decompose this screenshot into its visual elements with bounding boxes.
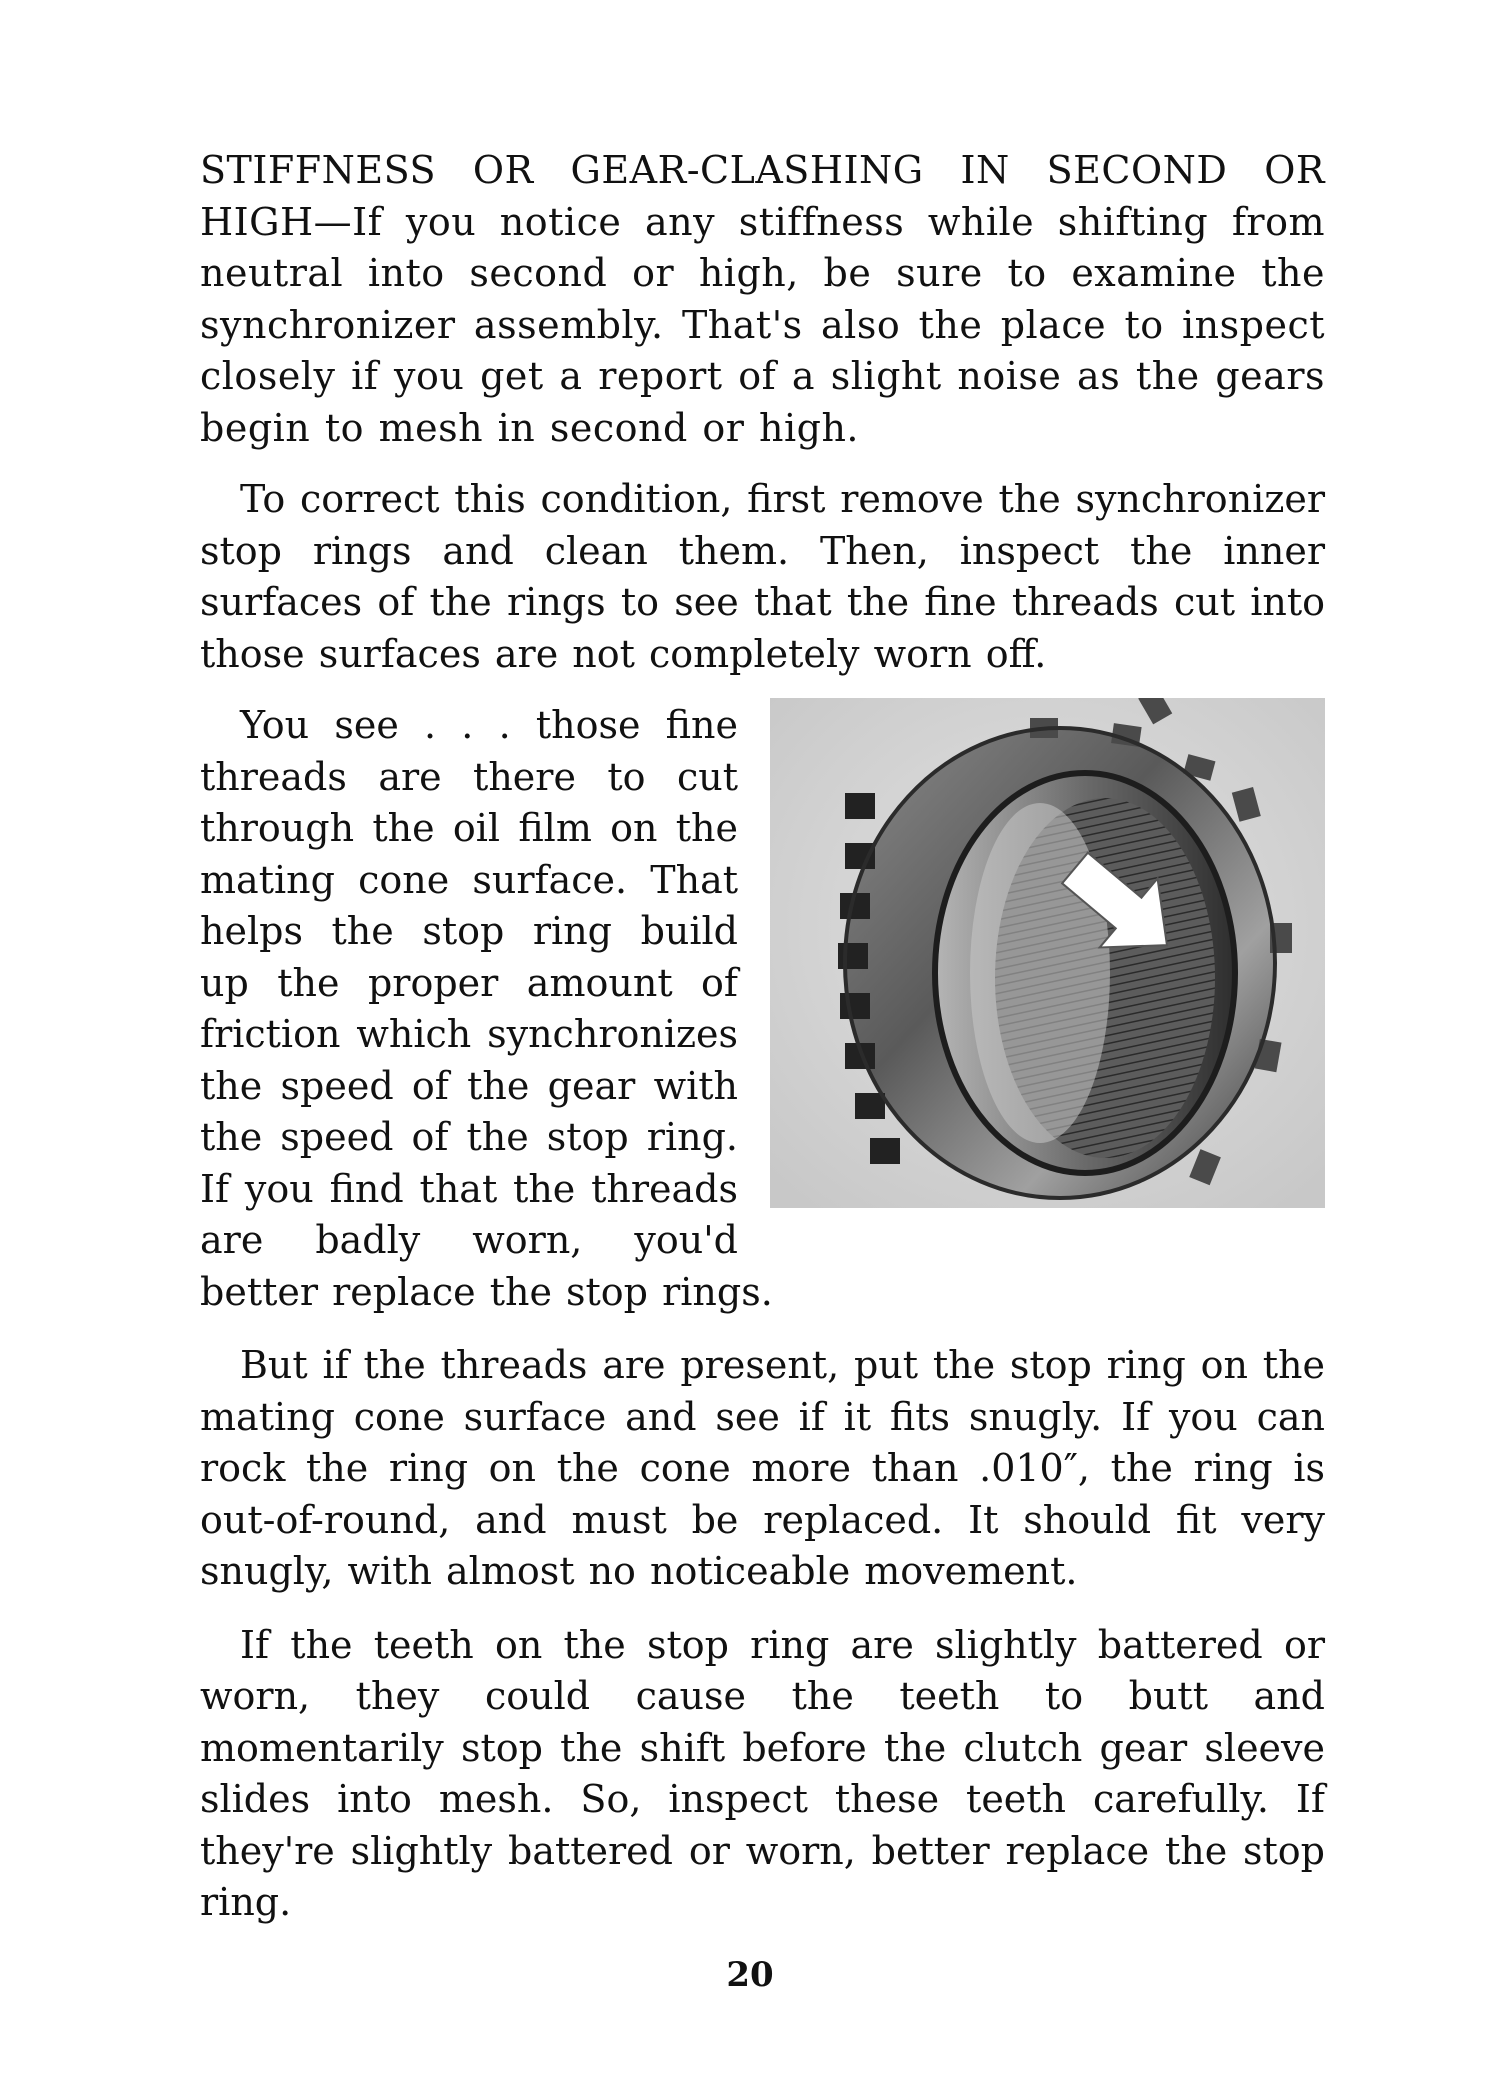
- paragraph-teeth-battered: If the teeth on the stop ring are slightly battered or worn, they could cause the teeth to butt and momentarily stop the shift before the clutch gear sleeve slides into mesh. So, inspect these teeth carefully. If they're slightly battered or worn, better replace the stop ring.: [200, 1622, 1325, 1924]
- paragraph-threads-present: But if the threads are present, put the stop ring on the mating cone surface and see if it fits snugly. If you can rock the ring on the cone more than .010″, the ring is out-of-round, and must be replaced. It should fit very snugly, with almost no noticeable movement.: [200, 1343, 1325, 1593]
- paragraph-correct-condition: To correct this condition, first remove the synchronizer stop rings and clean them. Then, inspect the inner surfaces of the rings to see that the fine threads cut into those surfaces are not completely worn off.: [200, 477, 1325, 676]
- stop-ring-photo: [770, 698, 1325, 1208]
- paragraph-fine-threads: You see . . . those fine threads are there to cut through the oil film on the mating cone surface. That helps the stop ring build up the proper amount of friction which synchronizes the speed of the gear with the speed of the stop ring. If you find that the threads are badly worn, you'd better replace the stop rings.: [200, 703, 773, 1314]
- page-number: 20: [726, 1955, 774, 1995]
- paragraph-stiffness-heading: STIFFNESS OR GEAR-CLASHING IN SECOND OR HIGH—If you notice any stiffness while shifting from neutral into second or high, be sure to examine the synchronizer assembly. That's also the place to inspect closely if you get a report of a slight noise as the gears begin to mesh in second or high.: [200, 148, 1325, 450]
- page-content: [200, 145, 1325, 1929]
- stop-ring-image-icon: [770, 698, 1325, 1208]
